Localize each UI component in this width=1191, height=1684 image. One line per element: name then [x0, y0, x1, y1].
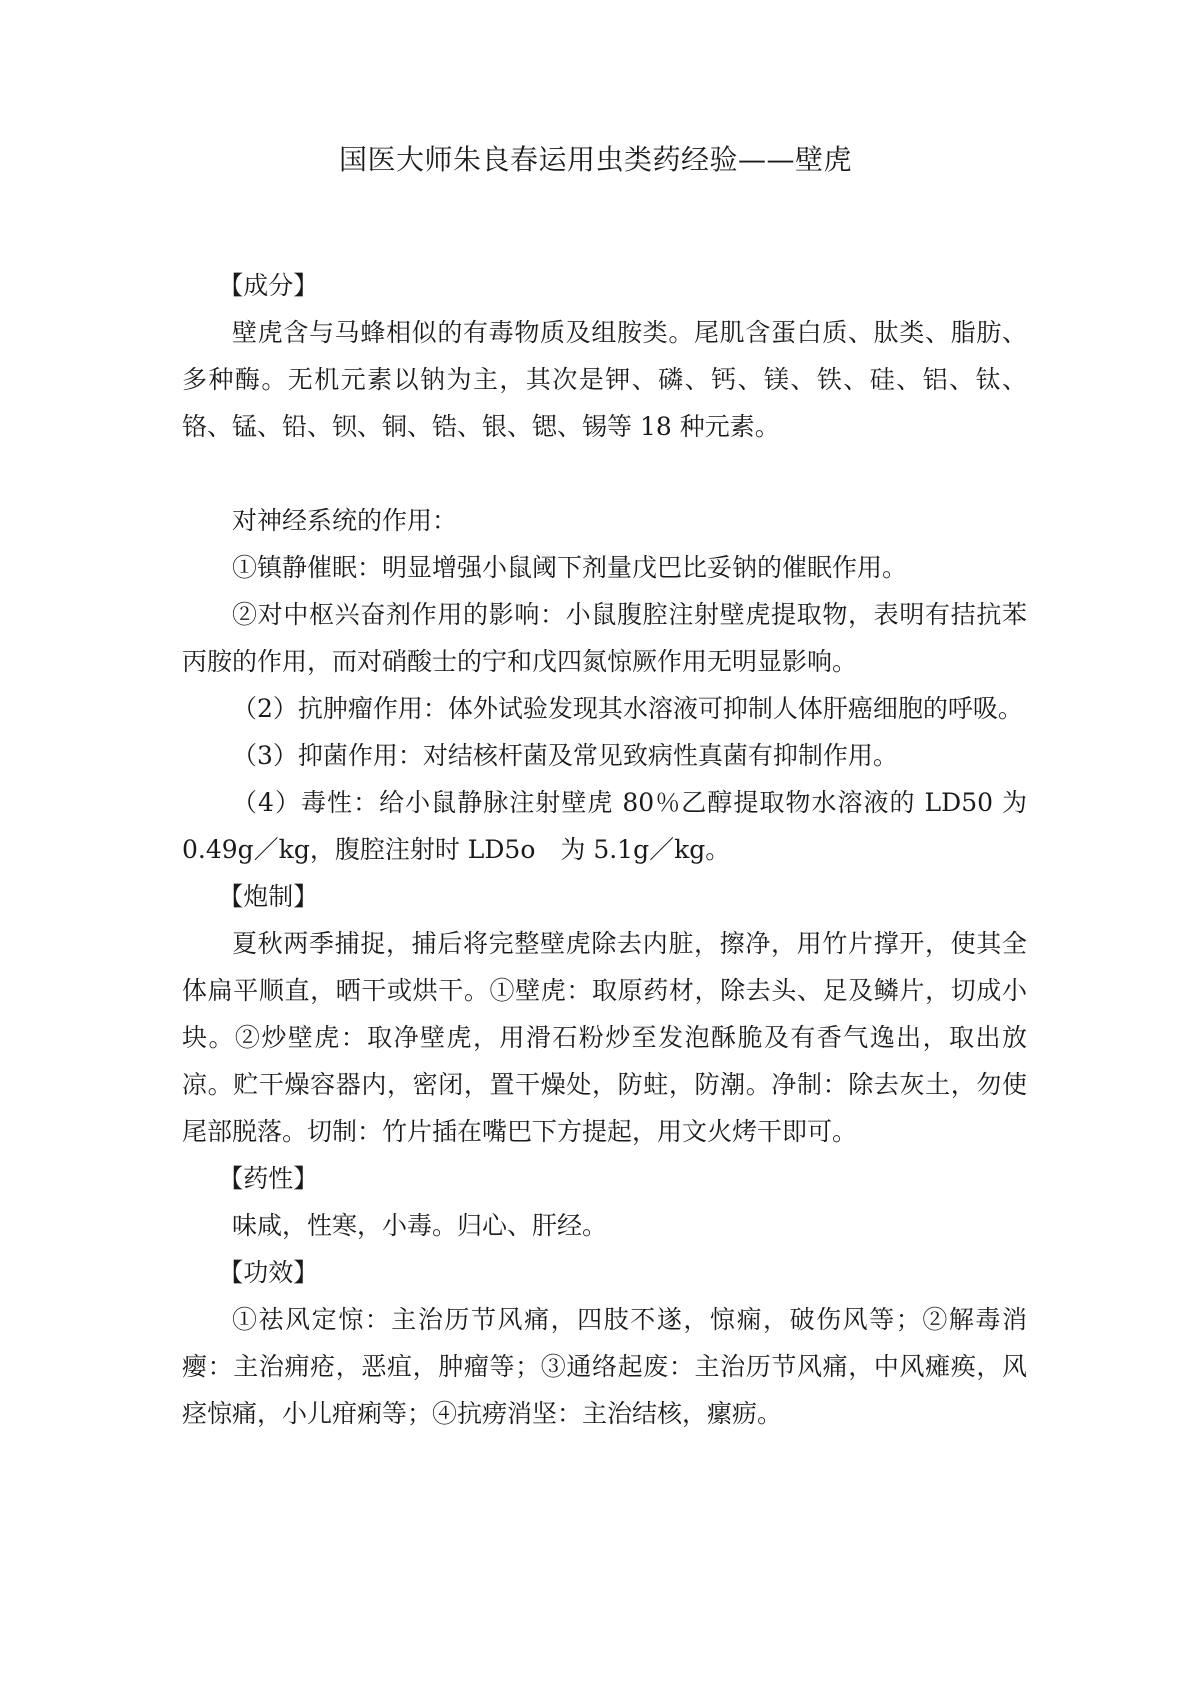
body-paragraph: （4）毒性：给小鼠静脉注射壁虎 80％乙醇提取物水溶液的 LD50 为 0.49g／kg，腹腔注射时 LD5o 为 5.1g／kg。 — [182, 788, 1027, 864]
body-paragraph: 味咸，性寒，小毒。归心、肝经。 — [232, 1211, 608, 1240]
body-paragraph: （2）抗肿瘤作用：体外试验发现其水溶液可抑制人体肝癌细胞的呼吸。 — [232, 694, 1023, 723]
body-paragraph: ①镇静催眠：明显增强小鼠阈下剂量戊巴比妥钠的催眠作用。 — [232, 553, 908, 582]
section-heading: 【炮制】 — [218, 882, 319, 911]
body-paragraph: 对神经系统的作用： — [232, 506, 458, 535]
section-heading: 【功效】 — [218, 1258, 319, 1287]
body-paragraph: 壁虎含与马蜂相似的有毒物质及组胺类。尾肌含蛋白质、肽类、脂肪、多种酶。无机元素以钠为主，其次是钾、磷、钙、镁、铁、硅、铝、钛、铬、锰、铅、钡、铜、锆、银、锶、锡等 18 种元素。 — [182, 318, 1027, 441]
body-paragraph: ②对中枢兴奋剂作用的影响：小鼠腹腔注射壁虎提取物，表明有拮抗苯丙胺的作用，而对硝酸士的宁和戊四氮惊厥作用无明显影响。 — [182, 600, 1027, 676]
body-paragraph: （3）抑菌作用：对结核杆菌及常见致病性真菌有抑制作用。 — [232, 741, 898, 770]
document-body — [182, 262, 1027, 1437]
body-paragraph: ①祛风定惊：主治历节风痛，四肢不遂，惊痫，破伤风等；②解毒消瘿：主治痈疮，恶疽，肿瘤等；③通络起废：主治历节风痛，中风瘫痪，风痉惊痛，小儿疳痢等；④抗痨消坚：主治结核，瘰疬。 — [182, 1305, 1027, 1428]
document-title: 国医大师朱良春运用虫类药经验——壁虎 — [338, 143, 852, 176]
section-heading: 【成分】 — [218, 271, 319, 300]
section-heading: 【药性】 — [218, 1164, 319, 1193]
body-paragraph: 夏秋两季捕捉，捕后将完整壁虎除去内脏，擦净，用竹片撑开，使其全体扁平顺直，晒干或烘干。①壁虎：取原药材，除去头、足及鳞片，切成小块。②炒壁虎：取净壁虎，用滑石粉炒至发泡酥脆及有香气逸出，取出放凉。贮干燥容器内，密闭，置干燥处，防蛀，防潮。净制：除去灰土，勿使尾部脱落。切制：竹片插在嘴巴下方提起，用文火烤干即可。 — [182, 929, 1027, 1146]
